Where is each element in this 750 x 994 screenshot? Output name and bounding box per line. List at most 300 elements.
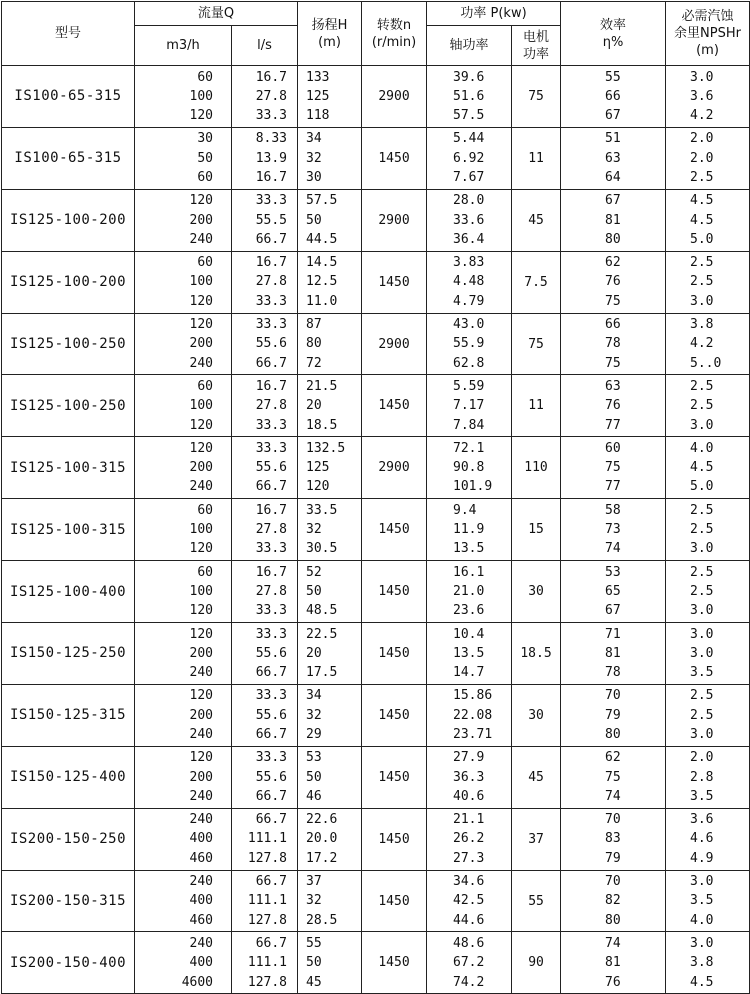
npsh-cell-value: 4.5 [690, 193, 714, 209]
flow-ls-cell-value: 66.7 [255, 479, 288, 495]
motor-power-cell: 110 [512, 437, 561, 499]
head-cell-value: 18.5 [306, 417, 338, 433]
head-cell-value: 50 [306, 955, 322, 971]
flow-m3h-cell [135, 66, 232, 128]
efficiency-cell-values [561, 810, 665, 868]
shaft-power-cell-value: 5.59 [453, 378, 485, 394]
table-row [2, 189, 750, 251]
shaft-power-cell-value: 74.2 [453, 974, 485, 990]
head-cell-value: 20.0 [306, 831, 338, 847]
motor-power-cell: 75 [512, 313, 561, 375]
shaft-power-cell [427, 746, 512, 808]
npsh-cell-value: 3.0 [690, 69, 714, 85]
flow-m3h-cell [135, 623, 232, 685]
head-cell-value: 53 [306, 750, 322, 766]
head-cell-value: 46 [306, 788, 322, 804]
shaft-power-cell-value: 57.5 [453, 108, 485, 124]
shaft-power-cell-value: 34.6 [453, 874, 485, 890]
npsh-cell-value: 3.0 [690, 603, 714, 619]
flow-m3h-cell-value: 120 [189, 440, 213, 456]
shaft-power-cell-value: 7.17 [453, 398, 485, 414]
flow-m3h-cell-value: 30 [197, 131, 213, 147]
flow-ls-cell-values [232, 439, 297, 497]
npsh-cell-values [666, 563, 749, 621]
efficiency-cell-value: 78 [605, 665, 621, 681]
npsh-cell-value: 3.0 [690, 645, 714, 661]
head-cell [298, 66, 362, 128]
efficiency-cell-value: 77 [605, 417, 621, 433]
flow-ls-cell-value: 66.7 [255, 935, 288, 951]
model-cell: IS150-125-400 [2, 746, 135, 808]
efficiency-cell-value: 75 [605, 355, 621, 371]
efficiency-cell-values [561, 501, 665, 559]
flow-m3h-cell [135, 684, 232, 746]
shaft-power-cell-value: 48.6 [453, 935, 485, 951]
header-power: 功率 P(kw) [427, 2, 561, 26]
shaft-power-cell-values [427, 501, 511, 559]
shaft-power-cell-values [427, 68, 511, 126]
head-cell-value: 34 [306, 131, 322, 147]
table-row [2, 808, 750, 870]
flow-m3h-cell-value: 50 [197, 150, 213, 166]
npsh-cell [666, 127, 750, 189]
efficiency-cell [561, 437, 666, 499]
head-cell-value: 32 [306, 150, 322, 166]
shaft-power-cell-values [427, 686, 511, 744]
model-cell: IS125-100-250 [2, 375, 135, 437]
header-head [298, 2, 362, 66]
speed-cell: 2900 [362, 437, 427, 499]
model-cell: IS100-65-315 [2, 127, 135, 189]
shaft-power-cell-value: 15.86 [453, 688, 493, 704]
model-cell: IS200-150-315 [2, 870, 135, 932]
speed-cell: 1450 [362, 870, 427, 932]
head-cell-value: 133 [306, 69, 330, 85]
efficiency-cell [561, 932, 666, 994]
shaft-power-cell [427, 375, 512, 437]
flow-m3h-cell [135, 746, 232, 808]
efficiency-cell-value: 77 [605, 479, 621, 495]
flow-m3h-cell-value: 60 [197, 255, 213, 271]
npsh-cell-value: 3.5 [690, 665, 714, 681]
motor-power-cell: 90 [512, 932, 561, 994]
efficiency-cell [561, 189, 666, 251]
flow-ls-cell-value: 55.6 [255, 460, 288, 476]
head-cell [298, 746, 362, 808]
flow-m3h-cell-value: 240 [189, 479, 213, 495]
header-flow: 流量Q [135, 2, 298, 26]
efficiency-cell-value: 65 [605, 583, 621, 599]
shaft-power-cell-value: 62.8 [453, 355, 485, 371]
flow-ls-cell-value: 111.1 [247, 831, 288, 847]
model-cell: IS100-65-315 [2, 66, 135, 128]
flow-ls-cell [232, 251, 298, 313]
shaft-power-cell [427, 251, 512, 313]
flow-m3h-cell-value: 460 [189, 912, 213, 928]
motor-power-cell: 11 [512, 127, 561, 189]
speed-cell: 1450 [362, 623, 427, 685]
header-speed [362, 2, 427, 66]
motor-power-cell: 45 [512, 189, 561, 251]
shaft-power-cell [427, 623, 512, 685]
efficiency-cell [561, 808, 666, 870]
motor-power-cell: 45 [512, 746, 561, 808]
head-cell-value: 17.2 [306, 850, 338, 866]
flow-ls-cell-value: 33.3 [255, 193, 288, 209]
flow-m3h-cell-value: 200 [189, 769, 213, 785]
shaft-power-cell-values [427, 191, 511, 249]
shaft-power-cell-value: 21.0 [453, 583, 485, 599]
efficiency-cell-value: 79 [605, 850, 621, 866]
flow-m3h-cell [135, 189, 232, 251]
head-cell-value: 32 [306, 522, 322, 538]
npsh-cell-value: 5.0 [690, 231, 714, 247]
flow-ls-cell-values [232, 748, 297, 806]
head-cell [298, 189, 362, 251]
npsh-cell-value: 5.0 [690, 479, 714, 495]
header-efficiency-label: 效率 [600, 17, 627, 33]
flow-ls-cell-value: 33.3 [255, 541, 288, 557]
flow-m3h-cell-value: 240 [189, 665, 213, 681]
flow-m3h-cell-value: 120 [189, 417, 213, 433]
efficiency-cell-value: 51 [605, 131, 621, 147]
flow-m3h-cell-value: 4600 [181, 974, 213, 990]
efficiency-cell-value: 62 [605, 255, 621, 271]
header-npsh-line2: 余里NPSHr [674, 26, 741, 41]
npsh-cell-value: 4.9 [690, 850, 714, 866]
flow-ls-cell-value: 33.3 [255, 440, 288, 456]
npsh-cell-value: 4.5 [690, 974, 714, 990]
head-cell-value: 125 [306, 88, 330, 104]
shaft-power-cell-value: 21.1 [453, 812, 485, 828]
flow-ls-cell [232, 375, 298, 437]
table-row [2, 127, 750, 189]
head-cell-value: 87 [306, 317, 322, 333]
efficiency-cell-value: 81 [605, 955, 621, 971]
shaft-power-cell-value: 42.5 [453, 893, 485, 909]
flow-ls-cell-value: 55.6 [255, 645, 288, 661]
flow-m3h-cell-values [135, 191, 231, 249]
flow-ls-cell-value: 27.8 [255, 88, 288, 104]
header-motor-power-line2: 功率 [523, 46, 550, 62]
flow-ls-cell-value: 33.3 [255, 317, 288, 333]
shaft-power-cell-value: 28.0 [453, 193, 485, 209]
shaft-power-cell-value: 33.6 [453, 212, 485, 228]
model-cell: IS150-125-315 [2, 684, 135, 746]
npsh-cell-values [666, 872, 749, 930]
flow-m3h-cell-values [135, 439, 231, 497]
flow-ls-cell-value: 66.7 [255, 231, 288, 247]
motor-power-cell: 30 [512, 684, 561, 746]
head-cell-value: 30.5 [306, 541, 338, 557]
head-cell-value: 132.5 [306, 440, 346, 456]
table-row [2, 561, 750, 623]
efficiency-cell [561, 375, 666, 437]
flow-m3h-cell [135, 437, 232, 499]
flow-m3h-cell-value: 120 [189, 541, 213, 557]
npsh-cell-value: 2.0 [690, 150, 714, 166]
table-row [2, 746, 750, 808]
table-row [2, 375, 750, 437]
header-head-label: 扬程H [311, 17, 348, 33]
efficiency-cell-value: 74 [605, 788, 621, 804]
shaft-power-cell-value: 36.4 [453, 231, 485, 247]
npsh-cell-value: 2.5 [690, 274, 714, 290]
flow-m3h-cell [135, 499, 232, 561]
head-cell-value: 48.5 [306, 603, 338, 619]
speed-cell: 1450 [362, 499, 427, 561]
flow-ls-cell-values [232, 872, 297, 930]
npsh-cell [666, 189, 750, 251]
flow-ls-cell-value: 66.7 [255, 788, 288, 804]
head-cell-value: 50 [306, 583, 322, 599]
speed-cell: 1450 [362, 932, 427, 994]
efficiency-cell-value: 62 [605, 750, 621, 766]
shaft-power-cell-values [427, 934, 511, 992]
efficiency-cell-value: 63 [605, 150, 621, 166]
npsh-cell-value: 2.0 [690, 131, 714, 147]
flow-ls-cell-value: 66.7 [255, 812, 288, 828]
npsh-cell-values [666, 934, 749, 992]
shaft-power-cell-value: 4.79 [453, 293, 485, 309]
flow-ls-cell-values [232, 501, 297, 559]
flow-ls-cell-values [232, 810, 297, 868]
efficiency-cell [561, 561, 666, 623]
efficiency-cell-values [561, 315, 665, 373]
head-cell-values [298, 68, 361, 126]
npsh-cell-values [666, 68, 749, 126]
speed-cell: 1450 [362, 561, 427, 623]
flow-m3h-cell-values [135, 68, 231, 126]
efficiency-cell-value: 80 [605, 727, 621, 742]
pump-spec-table [1, 1, 750, 994]
flow-ls-cell [232, 870, 298, 932]
flow-m3h-cell-value: 240 [189, 355, 213, 371]
flow-ls-cell-value: 55.5 [255, 212, 288, 228]
npsh-cell [666, 684, 750, 746]
efficiency-cell [561, 623, 666, 685]
head-cell [298, 623, 362, 685]
head-cell [298, 561, 362, 623]
npsh-cell-value: 4.0 [690, 912, 714, 928]
shaft-power-cell [427, 808, 512, 870]
flow-m3h-cell-values [135, 686, 231, 744]
flow-m3h-cell [135, 870, 232, 932]
efficiency-cell-value: 64 [605, 169, 621, 185]
table-body [2, 66, 750, 994]
npsh-cell [666, 623, 750, 685]
shaft-power-cell-value: 36.3 [453, 769, 485, 785]
flow-ls-cell-value: 127.8 [247, 974, 288, 990]
npsh-cell [666, 313, 750, 375]
flow-ls-cell-values [232, 191, 297, 249]
flow-m3h-cell-value: 200 [189, 336, 213, 352]
head-cell-value: 14.5 [306, 255, 338, 271]
flow-ls-cell-value: 13.9 [255, 150, 288, 166]
npsh-cell-value: 3.6 [690, 88, 714, 104]
flow-m3h-cell-values [135, 253, 231, 311]
shaft-power-cell-values [427, 872, 511, 930]
efficiency-cell-value: 67 [605, 193, 621, 209]
flow-m3h-cell [135, 313, 232, 375]
head-cell-value: 28.5 [306, 912, 338, 928]
table-row [2, 313, 750, 375]
efficiency-cell-values [561, 191, 665, 249]
efficiency-cell-value: 74 [605, 935, 621, 951]
efficiency-cell [561, 684, 666, 746]
model-cell: IS125-100-250 [2, 313, 135, 375]
shaft-power-cell-value: 7.84 [453, 417, 485, 433]
flow-m3h-cell-value: 120 [189, 688, 213, 704]
npsh-cell [666, 808, 750, 870]
shaft-power-cell [427, 499, 512, 561]
npsh-cell-value: 3.0 [690, 293, 714, 309]
efficiency-cell [561, 746, 666, 808]
npsh-cell [666, 499, 750, 561]
flow-ls-cell [232, 127, 298, 189]
flow-m3h-cell-value: 100 [189, 583, 213, 599]
flow-ls-cell-value: 33.3 [255, 688, 288, 704]
speed-cell: 1450 [362, 808, 427, 870]
model-cell: IS200-150-250 [2, 808, 135, 870]
shaft-power-cell [427, 437, 512, 499]
efficiency-cell-value: 70 [605, 874, 621, 890]
motor-power-cell: 18.5 [512, 623, 561, 685]
npsh-cell-value: 2.5 [690, 707, 714, 723]
efficiency-cell-values [561, 934, 665, 992]
flow-m3h-cell-value: 460 [189, 850, 213, 866]
header-flow-ls: l/s [232, 26, 298, 66]
head-cell-value: 125 [306, 460, 330, 476]
npsh-cell-values [666, 501, 749, 559]
head-cell-value: 32 [306, 893, 322, 909]
efficiency-cell-value: 66 [605, 88, 621, 104]
header-motor-power [512, 26, 561, 66]
shaft-power-cell-value: 14.7 [453, 665, 485, 681]
flow-ls-cell-value: 8.33 [255, 131, 288, 147]
shaft-power-cell-value: 23.71 [453, 727, 493, 742]
npsh-cell-values [666, 253, 749, 311]
efficiency-cell-value: 71 [605, 626, 621, 642]
head-cell-value: 118 [306, 108, 330, 124]
efficiency-cell-value: 67 [605, 603, 621, 619]
npsh-cell-value: 2.5 [690, 502, 714, 518]
efficiency-cell-values [561, 625, 665, 683]
head-cell-value: 29 [306, 727, 322, 742]
npsh-cell [666, 932, 750, 994]
efficiency-cell [561, 313, 666, 375]
npsh-cell-value: 2.5 [690, 378, 714, 394]
shaft-power-cell-value: 40.6 [453, 788, 485, 804]
npsh-cell [666, 66, 750, 128]
flow-m3h-cell-value: 240 [189, 788, 213, 804]
motor-power-cell: 7.5 [512, 251, 561, 313]
model-cell: IS125-100-315 [2, 437, 135, 499]
flow-m3h-cell-values [135, 501, 231, 559]
shaft-power-cell-value: 7.67 [453, 169, 485, 185]
flow-ls-cell-values [232, 68, 297, 126]
head-cell-values [298, 748, 361, 806]
flow-ls-cell-value: 16.7 [255, 255, 288, 271]
efficiency-cell-value: 66 [605, 317, 621, 333]
shaft-power-cell-values [427, 625, 511, 683]
header-efficiency [561, 2, 666, 66]
npsh-cell-values [666, 191, 749, 249]
flow-ls-cell-value: 66.7 [255, 665, 288, 681]
npsh-cell-value: 3.0 [690, 727, 714, 742]
npsh-cell [666, 375, 750, 437]
flow-ls-cell-value: 33.3 [255, 108, 288, 124]
flow-m3h-cell-value: 240 [189, 727, 213, 742]
flow-m3h-cell-value: 240 [189, 812, 213, 828]
efficiency-cell-value: 74 [605, 541, 621, 557]
head-cell [298, 808, 362, 870]
shaft-power-cell-value: 23.6 [453, 603, 485, 619]
head-cell-value: 30 [306, 169, 322, 185]
head-cell-value: 55 [306, 935, 322, 951]
shaft-power-cell [427, 561, 512, 623]
flow-m3h-cell-value: 60 [197, 378, 213, 394]
npsh-cell-value: 2.0 [690, 750, 714, 766]
efficiency-cell-values [561, 377, 665, 435]
table-row [2, 437, 750, 499]
flow-m3h-cell-values [135, 934, 231, 992]
speed-cell: 2900 [362, 66, 427, 128]
npsh-cell-value: 3.0 [690, 626, 714, 642]
header-head-unit: (m) [318, 34, 341, 50]
flow-ls-cell-value: 66.7 [255, 727, 288, 742]
shaft-power-cell-value: 67.2 [453, 955, 485, 971]
flow-ls-cell-values [232, 625, 297, 683]
head-cell [298, 313, 362, 375]
npsh-cell-value: 3.6 [690, 812, 714, 828]
head-cell-value: 57.5 [306, 193, 338, 209]
flow-m3h-cell-value: 240 [189, 231, 213, 247]
flow-ls-cell-value: 55.6 [255, 336, 288, 352]
table-row [2, 66, 750, 128]
npsh-cell-value: 5..0 [690, 355, 722, 371]
flow-m3h-cell-value: 120 [189, 293, 213, 309]
flow-m3h-cell [135, 375, 232, 437]
shaft-power-cell-value: 5.44 [453, 131, 485, 147]
head-cell [298, 127, 362, 189]
flow-ls-cell-value: 16.7 [255, 69, 288, 85]
efficiency-cell-value: 80 [605, 912, 621, 928]
npsh-cell [666, 561, 750, 623]
motor-power-cell: 37 [512, 808, 561, 870]
flow-m3h-cell-values [135, 810, 231, 868]
flow-ls-cell [232, 932, 298, 994]
table-row [2, 870, 750, 932]
efficiency-cell-value: 58 [605, 502, 621, 518]
flow-m3h-cell-values [135, 872, 231, 930]
efficiency-cell-value: 76 [605, 974, 621, 990]
flow-m3h-cell-value: 240 [189, 874, 213, 890]
flow-m3h-cell-value: 120 [189, 108, 213, 124]
flow-m3h-cell-value: 60 [197, 564, 213, 580]
flow-ls-cell [232, 808, 298, 870]
speed-cell: 1450 [362, 251, 427, 313]
flow-ls-cell-values [232, 563, 297, 621]
shaft-power-cell-value: 44.6 [453, 912, 485, 928]
motor-power-cell: 11 [512, 375, 561, 437]
efficiency-cell-value: 67 [605, 108, 621, 124]
flow-m3h-cell-values [135, 748, 231, 806]
head-cell-value: 120 [306, 479, 330, 495]
flow-ls-cell [232, 746, 298, 808]
flow-m3h-cell [135, 561, 232, 623]
npsh-cell-value: 2.5 [690, 398, 714, 414]
